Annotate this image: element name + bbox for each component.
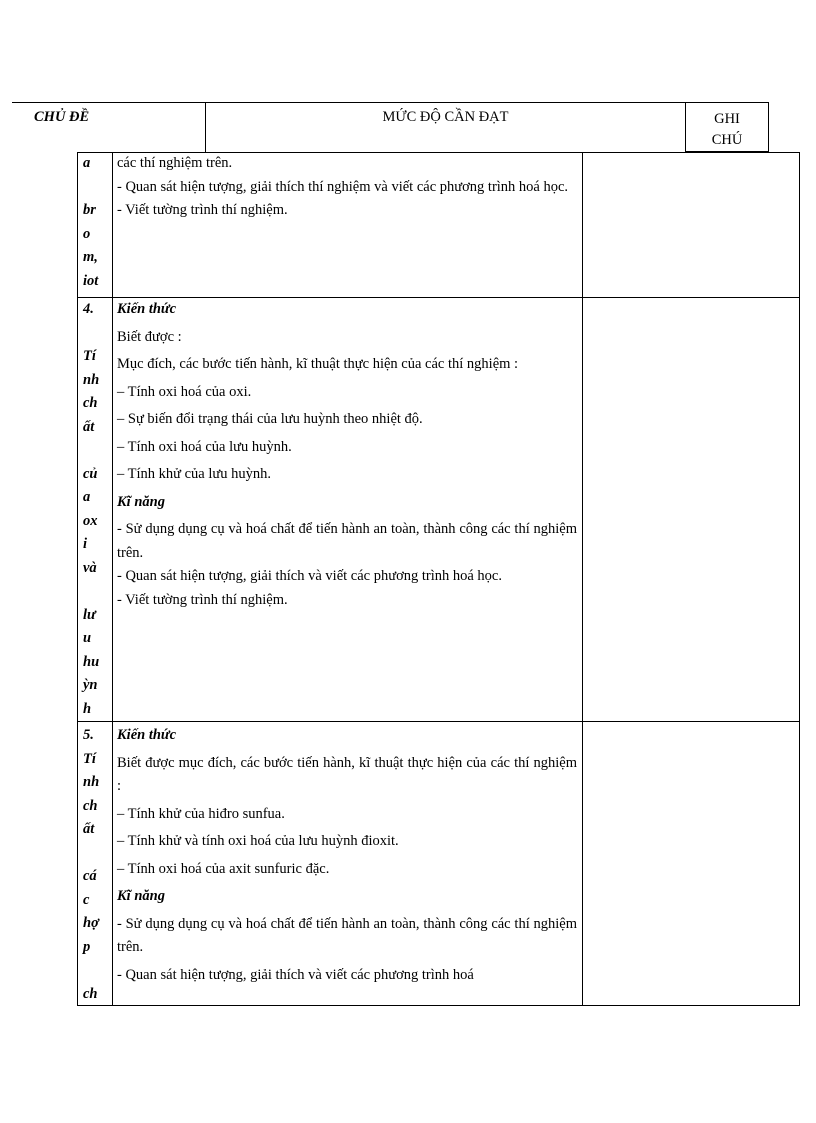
content-line: - Quan sát hiện tượng, giải thích và viết các phương trình hoá: [117, 966, 474, 983]
topic-fragment: ỳn: [83, 677, 98, 693]
content-line: – Tính oxi hoá của axit sunfuric đặc.: [117, 860, 330, 877]
column-divider-topic: [112, 153, 113, 1005]
skill-heading: Kĩ năng: [117, 493, 165, 510]
row-2-content: [117, 298, 577, 612]
row-3-content: [117, 724, 577, 987]
topic-fragment: 4.: [83, 301, 94, 317]
topic-fragment: cá: [83, 868, 97, 884]
header-level-cell: [205, 102, 686, 152]
knowledge-heading: Kiến thức: [117, 301, 177, 317]
content-line: – Tính khử và tính oxi hoá của lưu huỳnh đioxit.: [117, 833, 399, 849]
content-line: – Tính khử của lưu huỳnh.: [117, 466, 271, 482]
content-line: - Quan sát hiện tượng, giải thích thí nghiệm và viết các phương trình hoá học.: [117, 178, 569, 195]
topic-fragment: ch: [83, 395, 98, 411]
row-2-topic: [83, 298, 109, 721]
topic-fragment: m,: [83, 249, 98, 265]
topic-fragment: ất: [83, 418, 95, 435]
topic-fragment: Tí: [83, 750, 96, 767]
content-line: – Sự biến đổi trạng thái của lưu huỳnh theo nhiệt độ.: [117, 411, 423, 427]
topic-fragment: i: [83, 536, 88, 552]
topic-fragment: [83, 959, 109, 983]
topic-fragment: br: [83, 202, 96, 218]
topic-fragment: lư: [83, 606, 96, 623]
topic-fragment: ch: [83, 985, 98, 1002]
topic-fragment: p: [83, 938, 91, 955]
topic-fragment: ox: [83, 512, 98, 529]
row-1-content: [117, 152, 577, 223]
topic-fragment: [83, 842, 109, 866]
topic-fragment: nh: [83, 371, 100, 388]
content-line: – Tính oxi hoá của oxi.: [117, 383, 252, 400]
topic-fragment: iot: [83, 272, 99, 289]
topic-fragment: a: [83, 489, 91, 505]
topic-fragment: 5.: [83, 727, 94, 743]
header-note-line-1: GHI: [714, 111, 740, 127]
topic-fragment: ch: [83, 797, 98, 814]
topic-fragment: hu: [83, 653, 100, 670]
content-line: Mục đích, các bước tiến hành, kĩ thuật thực hiện của các thí nghiệm :: [117, 356, 519, 372]
content-line: - Viết tường trình thí nghiệm.: [117, 591, 288, 608]
content-line: - Quan sát hiện tượng, giải thích và viết các phương trình hoá học.: [117, 568, 502, 584]
header-note-label: [686, 109, 768, 151]
topic-fragment: [83, 176, 109, 200]
topic-fragment: o: [83, 225, 91, 242]
content-line: Biết được mục đích, các bước tiến hành, kĩ thuật thực hiện của các thí nghiệm :: [117, 754, 577, 794]
header-note-line-2: CHÚ: [711, 132, 743, 148]
content-line: - Viết tường trình thí nghiệm.: [117, 202, 288, 218]
topic-fragment: h: [83, 700, 92, 717]
topic-fragment: u: [83, 630, 92, 646]
skill-heading: Kĩ năng: [117, 888, 165, 904]
header-level-label: MỨC ĐỘ CẦN ĐẠT: [382, 109, 509, 125]
topic-fragment: và: [83, 559, 97, 576]
content-line: – Tính khử của hiđro sunfua.: [117, 805, 285, 822]
content-line: – Tính oxi hoá của lưu huỳnh.: [117, 438, 292, 455]
header-note-cell: [685, 102, 769, 152]
topic-fragment: củ: [83, 465, 98, 482]
topic-fragment: a: [83, 155, 91, 171]
row-1-topic: [83, 152, 109, 293]
content-line: các thí nghiệm trên.: [117, 155, 233, 171]
topic-fragment: Tí: [83, 348, 96, 364]
topic-fragment: [83, 322, 109, 346]
header-topic-cell: [12, 102, 206, 152]
header-topic-label: CHỦ ĐỀ: [34, 109, 90, 125]
knowledge-heading: Kiến thức: [117, 727, 177, 743]
topic-fragment: [83, 439, 109, 463]
topic-fragment: [83, 580, 109, 604]
topic-fragment: hợ: [83, 915, 99, 931]
column-divider-note: [582, 153, 583, 1005]
content-line: - Sử dụng dụng cụ và hoá chất để tiến hành an toàn, thành công các thí nghiệm trên.: [117, 521, 577, 561]
content-line: Biết được :: [117, 328, 182, 345]
topic-fragment: nh: [83, 774, 100, 790]
topic-fragment: ất: [83, 821, 95, 837]
row-divider-2: [78, 721, 799, 722]
topic-fragment: c: [83, 891, 90, 908]
row-3-topic: [83, 724, 109, 1006]
content-line: - Sử dụng dụng cụ và hoá chất để tiến hành an toàn, thành công các thí nghiệm trên.: [117, 915, 577, 955]
